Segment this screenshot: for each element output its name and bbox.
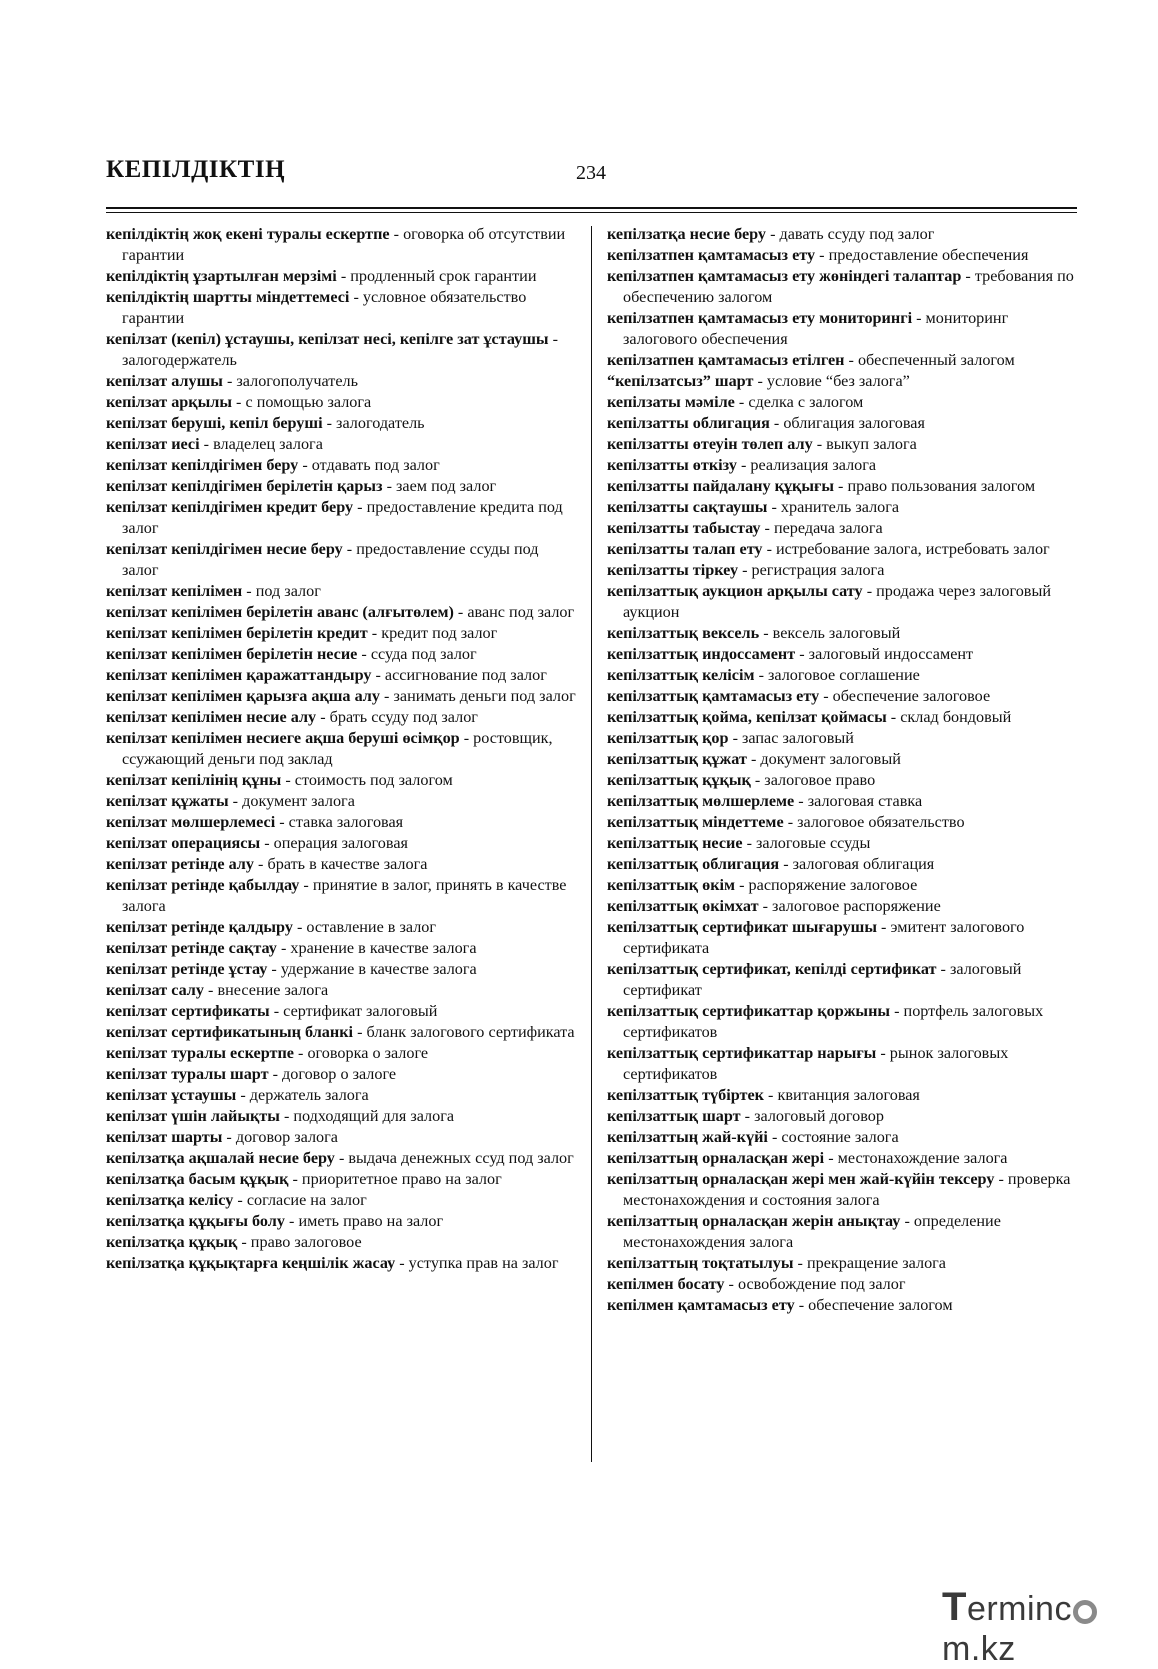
dictionary-entry	[607, 1001, 1077, 1043]
entry-term: “кепілзатсыз” шарт	[607, 372, 754, 390]
entry-translation: - регистрация залога	[738, 561, 885, 579]
logo-text-part-b: m.kz	[942, 1630, 1016, 1668]
dictionary-entry	[106, 812, 576, 833]
dictionary-entry	[607, 707, 1077, 728]
entry-translation: - бланк залогового сертификата	[353, 1023, 575, 1041]
entry-term: кепілзатқа басым құқық	[106, 1170, 289, 1188]
entry-translation: - состояние залога	[767, 1128, 899, 1146]
dictionary-entry	[607, 392, 1077, 413]
dictionary-entry	[607, 812, 1077, 833]
entry-translation: - квитанция залоговая	[764, 1086, 920, 1104]
entry-translation: - операция залоговая	[260, 834, 408, 852]
entry-term: кепілзатты тіркеу	[607, 561, 739, 579]
dictionary-entry	[607, 770, 1077, 791]
entry-term: кепілзатпен қамтамасыз ету мониторингі	[607, 309, 913, 327]
dictionary-entry	[106, 707, 576, 728]
dictionary-entry	[607, 518, 1077, 539]
entry-translation: - удержание в качестве залога	[267, 960, 477, 978]
dictionary-entry	[106, 686, 576, 707]
entry-translation: - истребование залога, истребовать залог	[762, 540, 1050, 558]
dictionary-entry	[607, 623, 1077, 644]
entry-term: кепілзат кепілінің құны	[106, 771, 282, 789]
entry-translation: - предоставление ссуды под залог	[122, 540, 539, 579]
entry-term: кепілзат мөлшерлемесі	[106, 813, 276, 831]
dictionary-entry	[106, 1253, 576, 1274]
dictionary-entry	[106, 728, 576, 770]
entry-term: кепілзат кепілімен берілетін кредит	[106, 624, 368, 642]
dictionary-entry	[106, 875, 576, 917]
entry-translation: - обеспечение залогом	[794, 1296, 953, 1314]
entry-translation: - ссуда под залог	[357, 645, 477, 663]
entry-term: кепілзаттың орналасқан жері	[607, 1149, 825, 1167]
entry-term: кепілзат ретінде қабылдау	[106, 876, 300, 894]
entry-term: кепілзаттық міндеттеме	[607, 813, 784, 831]
entry-translation: - запас залоговый	[728, 729, 854, 747]
entry-term: кепілзат кепілімен несиеге ақша беруші өсімқор	[106, 729, 460, 747]
entry-translation: - продленный срок гарантии	[336, 267, 537, 285]
dictionary-entry	[607, 539, 1077, 560]
entry-term: кепілзат кепілдігімен берілетін қарыз	[106, 477, 383, 495]
entry-translation: - под залог	[242, 582, 321, 600]
dictionary-entry	[607, 1043, 1077, 1085]
entry-term: кепілзатпен қамтамасыз ету жөніндегі талаптар	[607, 267, 962, 285]
dictionary-entry	[106, 413, 576, 434]
dictionary-entry	[607, 371, 1077, 392]
entry-translation: - хранитель залога	[767, 498, 900, 516]
entry-term: кепілзат кепілдігімен несие беру	[106, 540, 343, 558]
entry-translation: - заем под залог	[382, 477, 497, 495]
dictionary-entry	[607, 833, 1077, 854]
entry-term: кепілзаттық несие	[607, 834, 743, 852]
entry-translation: - залогодержатель	[122, 330, 558, 369]
dictionary-entry	[607, 497, 1077, 518]
entry-translation: - владелец залога	[199, 435, 323, 453]
entry-term: кепілзат (кепіл) ұстаушы, кепілзат несі, кепілге зат ұстаушы	[106, 330, 549, 348]
entry-term: кепілзаттың орналасқан жерін анықтау	[607, 1212, 901, 1230]
entry-term: кепілдіктің шартты міндеттемесі	[106, 288, 350, 306]
dictionary-entry	[106, 1043, 576, 1064]
dictionary-entry	[106, 266, 576, 287]
dictionary-entry	[607, 665, 1077, 686]
entry-translation: - мониторинг залогового обеспечения	[623, 309, 1009, 348]
logo-letter-t: T	[942, 1585, 967, 1629]
entry-term: кепілмен қамтамасыз ету	[607, 1296, 795, 1314]
entry-translation: - выдача денежных ссуд под залог	[334, 1149, 574, 1167]
entry-translation: - залоговое обязательство	[783, 813, 965, 831]
dictionary-entry	[607, 1211, 1077, 1253]
dictionary-entry	[607, 791, 1077, 812]
entry-term: кепілзат салу	[106, 981, 204, 999]
dictionary-entry	[607, 854, 1077, 875]
entry-translation: - портфель залоговых сертификатов	[623, 1002, 1044, 1041]
entry-translation: - залогодатель	[322, 414, 425, 432]
entry-translation: - оговорка о залоге	[293, 1044, 429, 1062]
entry-term: кепілмен босату	[607, 1275, 725, 1293]
entry-term: кепілзаттық сертификаттар нарығы	[607, 1044, 877, 1062]
dictionary-entry	[106, 392, 576, 413]
entry-term: кепілзатты талап ету	[607, 540, 763, 558]
dictionary-entry	[106, 644, 576, 665]
dictionary-entry	[607, 350, 1077, 371]
entry-translation: - выкуп залога	[812, 435, 917, 453]
entry-term: кепілзатты сақтаушы	[607, 498, 768, 516]
dictionary-entry	[607, 245, 1077, 266]
entry-term: кепілзат алушы	[106, 372, 223, 390]
dictionary-entry	[106, 455, 576, 476]
dictionary-entry	[106, 1106, 576, 1127]
dictionary-entry	[607, 1274, 1077, 1295]
dictionary-entry	[106, 1022, 576, 1043]
entry-term: кепілзатты пайдалану құқығы	[607, 477, 834, 495]
entry-translation: - залоговый сертификат	[623, 960, 1022, 999]
entry-term: кепілзаттық сертификат, кепілді сертификат	[607, 960, 937, 978]
entry-term: кепілзат кепілдігімен кредит беру	[106, 498, 354, 516]
entry-term: кепілзат кепілімен	[106, 582, 243, 600]
entry-translation: - распоряжение залоговое	[735, 876, 918, 894]
dictionary-entry	[106, 791, 576, 812]
entry-translation: - держатель залога	[236, 1086, 369, 1104]
entry-term: кепілзат туралы ескертпе	[106, 1044, 294, 1062]
entry-translation: - принятие в залог, принять в качестве залога	[122, 876, 567, 915]
entry-term: кепілзаттық облигация	[607, 855, 780, 873]
dictionary-entry	[607, 455, 1077, 476]
entry-term: кепілзаттық сертификаттар қоржыны	[607, 1002, 891, 1020]
entry-term: кепілзаттық қойма, кепілзат қоймасы	[607, 708, 887, 726]
dictionary-entry	[607, 896, 1077, 917]
dictionary-entry	[106, 329, 576, 371]
dictionary-entry	[607, 728, 1077, 749]
page-number: 234	[576, 162, 606, 184]
entry-term: кепілзатты өткізу	[607, 456, 737, 474]
entry-translation: - определение местонахождения залога	[623, 1212, 1001, 1251]
dictionary-entry	[607, 581, 1077, 623]
dictionary-entry	[106, 287, 576, 329]
dictionary-entry	[106, 854, 576, 875]
entry-translation: - обеспечение залоговое	[819, 687, 991, 705]
entry-translation: - подходящий для залога	[279, 1107, 455, 1125]
entry-translation: - требования по обеспечению залогом	[623, 267, 1074, 306]
entry-term: кепілзатқа құқық	[106, 1233, 238, 1251]
dictionary-entry	[106, 959, 576, 980]
entry-term: кепілзат туралы шарт	[106, 1065, 269, 1083]
header-rule-thin	[106, 212, 1077, 213]
entry-translation: - залоговое право	[750, 771, 876, 789]
dictionary-entry	[607, 1127, 1077, 1148]
dictionary-entry	[607, 644, 1077, 665]
termincom-logo	[942, 1585, 1158, 1669]
entry-term: кепілзаты мәміле	[607, 393, 735, 411]
entry-term: кепілзат ретінде алу	[106, 855, 254, 873]
entry-translation: - документ залога	[228, 792, 355, 810]
entry-translation: - внесение залога	[204, 981, 329, 999]
dictionary-entry	[607, 1169, 1077, 1211]
entry-translation: - эмитент залогового сертификата	[623, 918, 1025, 957]
entry-translation: - залоговая облигация	[779, 855, 935, 873]
dictionary-entry	[607, 560, 1077, 581]
entry-translation: - вексель залоговый	[759, 624, 901, 642]
entry-translation: - залоговый индоссамент	[795, 645, 974, 663]
entry-term: кепілзат ретінде ұстау	[106, 960, 268, 978]
entry-term: кепілзаттық құжат	[607, 750, 747, 768]
header-rule-thick	[106, 207, 1077, 209]
entry-translation: - занимать деньги под залог	[380, 687, 576, 705]
entry-translation: - брать ссуду под залог	[316, 708, 478, 726]
dictionary-entry	[607, 224, 1077, 245]
dictionary-entry	[607, 917, 1077, 959]
dictionary-entry	[607, 434, 1077, 455]
entry-term: кепілзатпен қамтамасыз етілген	[607, 351, 845, 369]
dictionary-entry	[106, 581, 576, 602]
entry-term: кепілзаттық мөлшерлеме	[607, 792, 795, 810]
entry-term: кепілзаттық сертификат шығарушы	[607, 918, 877, 936]
dictionary-entry	[106, 476, 576, 497]
dictionary-entry	[607, 1085, 1077, 1106]
dictionary-entry	[106, 665, 576, 686]
running-header-title: КЕПІЛДІКТІҢ	[106, 156, 286, 183]
entry-term: кепілзатқа құқықтарға кеңшілік жасау	[106, 1254, 396, 1272]
dictionary-entry	[607, 476, 1077, 497]
entry-term: кепілзаттық түбіртек	[607, 1086, 764, 1104]
dictionary-entry	[607, 1253, 1077, 1274]
entry-term: кепілзат үшін лайықты	[106, 1107, 280, 1125]
entry-translation: - склад бондовый	[886, 708, 1012, 726]
dictionary-entry	[106, 1190, 576, 1211]
entry-translation: - залоговая ставка	[794, 792, 923, 810]
logo-text-part-a: erminc	[966, 1590, 1072, 1628]
entry-translation: - залоговые ссуды	[742, 834, 871, 852]
entry-term: кепілзаттық шарт	[607, 1107, 741, 1125]
dictionary-entry	[106, 917, 576, 938]
entry-translation: - обеспеченный залогом	[844, 351, 1015, 369]
entry-translation: - ассигнование под залог	[371, 666, 547, 684]
entry-term: кепілзатқа ақшалай несие беру	[106, 1149, 335, 1167]
entry-term: кепілзат ретінде сақтау	[106, 939, 277, 957]
entry-term: кепілзаттық индоссамент	[607, 645, 796, 663]
entry-term: кепілзаттың орналасқан жері мен жай-күйін тексеру	[607, 1170, 995, 1188]
dictionary-entry	[607, 959, 1077, 1001]
dictionary-entry	[106, 1169, 576, 1190]
column-divider	[591, 226, 592, 1462]
entry-term: кепілзаттық келісім	[607, 666, 755, 684]
dictionary-entry	[106, 1001, 576, 1022]
entry-translation: - залоговое соглашение	[754, 666, 920, 684]
entry-term: кепілзат сертификаты	[106, 1002, 270, 1020]
entry-translation: - документ залоговый	[746, 750, 901, 768]
entry-translation: - договор о залоге	[268, 1065, 397, 1083]
entry-term: кепілзаттың жай-күйі	[607, 1128, 768, 1146]
entry-term: кепілдіктің жоқ екені туралы ескертпе	[106, 225, 390, 243]
entry-term: кепілзаттық өкім	[607, 876, 736, 894]
entry-term: кепілзатпен қамтамасыз ету	[607, 246, 816, 264]
dictionary-entry	[106, 1085, 576, 1106]
entry-term: кепілзатқа несие беру	[607, 225, 767, 243]
entry-term: кепілзатты табыстау	[607, 519, 761, 537]
entry-term: кепілзатты өтеуін төлеп алу	[607, 435, 813, 453]
entry-term: кепілзат кепілдігімен беру	[106, 456, 299, 474]
dictionary-entry	[607, 749, 1077, 770]
entry-translation: - ростовщик, ссужающий деньги под заклад	[122, 729, 553, 768]
entry-translation: - передача залога	[760, 519, 883, 537]
dictionary-entry	[106, 371, 576, 392]
dictionary-entry	[106, 497, 576, 539]
entry-translation: - условие “без залога”	[753, 372, 910, 390]
entry-translation: - прекращение залога	[793, 1254, 946, 1272]
entry-term: кепілзат құжаты	[106, 792, 229, 810]
dictionary-entry	[106, 623, 576, 644]
entry-translation: - стоимость под залогом	[281, 771, 453, 789]
entry-translation: - оставление в залог	[292, 918, 437, 936]
entry-term: кепілзаттық аукцион арқылы сату	[607, 582, 863, 600]
dictionary-entry	[106, 602, 576, 623]
entry-term: кепілзаттық қамтамасыз ету	[607, 687, 820, 705]
entry-translation: - приоритетное право на залог	[288, 1170, 502, 1188]
dictionary-entry	[607, 308, 1077, 350]
entry-translation: - ставка залоговая	[275, 813, 404, 831]
dictionary-entry	[106, 1211, 576, 1232]
entry-term: кепілзат кепілімен қаражаттандыру	[106, 666, 372, 684]
dictionary-entry	[607, 686, 1077, 707]
entry-translation: - оговорка об отсутствии гарантии	[122, 225, 566, 264]
entry-term: кепілзат сертификатының бланкі	[106, 1023, 354, 1041]
dictionary-entry	[607, 1295, 1077, 1316]
dictionary-entry	[607, 413, 1077, 434]
entry-translation: - продажа через залоговый аукцион	[623, 582, 1051, 621]
entry-translation: - предоставление кредита под залог	[122, 498, 563, 537]
entry-term: кепілзат ретінде қалдыру	[106, 918, 293, 936]
entry-term: кепілзат шарты	[106, 1128, 223, 1146]
entry-translation: - право пользования залогом	[833, 477, 1036, 495]
dictionary-entry	[607, 1106, 1077, 1127]
entry-term: кепілзаттық құқық	[607, 771, 751, 789]
dictionary-entry	[106, 539, 576, 581]
entry-translation: - иметь право на залог	[284, 1212, 444, 1230]
entry-translation: - рынок залоговых сертификатов	[623, 1044, 1009, 1083]
entry-translation: - давать ссуду под залог	[766, 225, 935, 243]
entry-term: кепілзат иесі	[106, 435, 200, 453]
entry-translation: - залоговое распоряжение	[758, 897, 941, 915]
entry-translation: - сделка с залогом	[734, 393, 864, 411]
entry-term: кепілзат кепілімен несие алу	[106, 708, 317, 726]
dictionary-entry	[106, 770, 576, 791]
entry-translation: - залогополучатель	[222, 372, 358, 390]
entry-term: кепілзатты облигация	[607, 414, 770, 432]
logo-ring-icon	[1073, 1600, 1097, 1624]
dictionary-entry	[106, 434, 576, 455]
entry-term: кепілзат ұстаушы	[106, 1086, 237, 1104]
entry-term: кепілзаттық қор	[607, 729, 729, 747]
entry-term: кепілзат кепілімен берілетін несие	[106, 645, 358, 663]
entry-term: кепілзаттың тоқтатылуы	[607, 1254, 794, 1272]
dictionary-entry	[607, 875, 1077, 896]
dictionary-entry	[106, 1064, 576, 1085]
dictionary-entry	[607, 266, 1077, 308]
entry-translation: - кредит под залог	[367, 624, 498, 642]
entry-term: кепілзат арқылы	[106, 393, 232, 411]
entry-translation: - предоставление обеспечения	[815, 246, 1029, 264]
entry-translation: - договор залога	[222, 1128, 338, 1146]
dictionary-entry	[106, 938, 576, 959]
dictionary-entry	[106, 224, 576, 266]
entry-term: кепілзатқа құқығы болу	[106, 1212, 285, 1230]
entry-translation: - согласие на залог	[233, 1191, 367, 1209]
entry-translation: - проверка местонахождения и состояния залога	[623, 1170, 1071, 1209]
dictionary-entry	[106, 980, 576, 1001]
entry-translation: - условное обязательство гарантии	[122, 288, 527, 327]
entry-translation: - залоговый договор	[740, 1107, 884, 1125]
entry-term: кепілзат кепілімен берілетін аванс (алғытөлем)	[106, 603, 454, 621]
entry-term: кепілдіктің ұзартылған мерзімі	[106, 267, 337, 285]
entry-translation: - реализация залога	[736, 456, 877, 474]
entry-term: кепілзатқа келісу	[106, 1191, 234, 1209]
entry-translation: - сертификат залоговый	[269, 1002, 438, 1020]
entry-translation: - освобождение под залог	[724, 1275, 906, 1293]
entry-translation: - хранение в качестве залога	[276, 939, 477, 957]
entry-translation: - право залоговое	[237, 1233, 362, 1251]
dictionary-entry	[106, 1127, 576, 1148]
entry-translation: - аванс под залог	[453, 603, 575, 621]
entry-term: кепілзат кепілімен қарызға ақша алу	[106, 687, 380, 705]
entry-translation: - облигация залоговая	[769, 414, 925, 432]
dictionary-entry	[106, 833, 576, 854]
entry-term: кепілзаттық вексель	[607, 624, 760, 642]
entry-translation: - с помощью залога	[231, 393, 372, 411]
right-column	[607, 224, 1077, 1316]
entry-translation: - отдавать под залог	[298, 456, 440, 474]
entry-translation: - местонахождение залога	[824, 1149, 1008, 1167]
entry-term: кепілзат беруші, кепіл беруші	[106, 414, 323, 432]
entry-translation: - брать в качестве залога	[254, 855, 428, 873]
entry-translation: - уступка прав на залог	[395, 1254, 559, 1272]
entry-term: кепілзаттық өкімхат	[607, 897, 759, 915]
dictionary-entry	[106, 1232, 576, 1253]
dictionary-entry	[106, 1148, 576, 1169]
dictionary-entry	[607, 1148, 1077, 1169]
left-column	[106, 224, 576, 1274]
entry-term: кепілзат операциясы	[106, 834, 261, 852]
